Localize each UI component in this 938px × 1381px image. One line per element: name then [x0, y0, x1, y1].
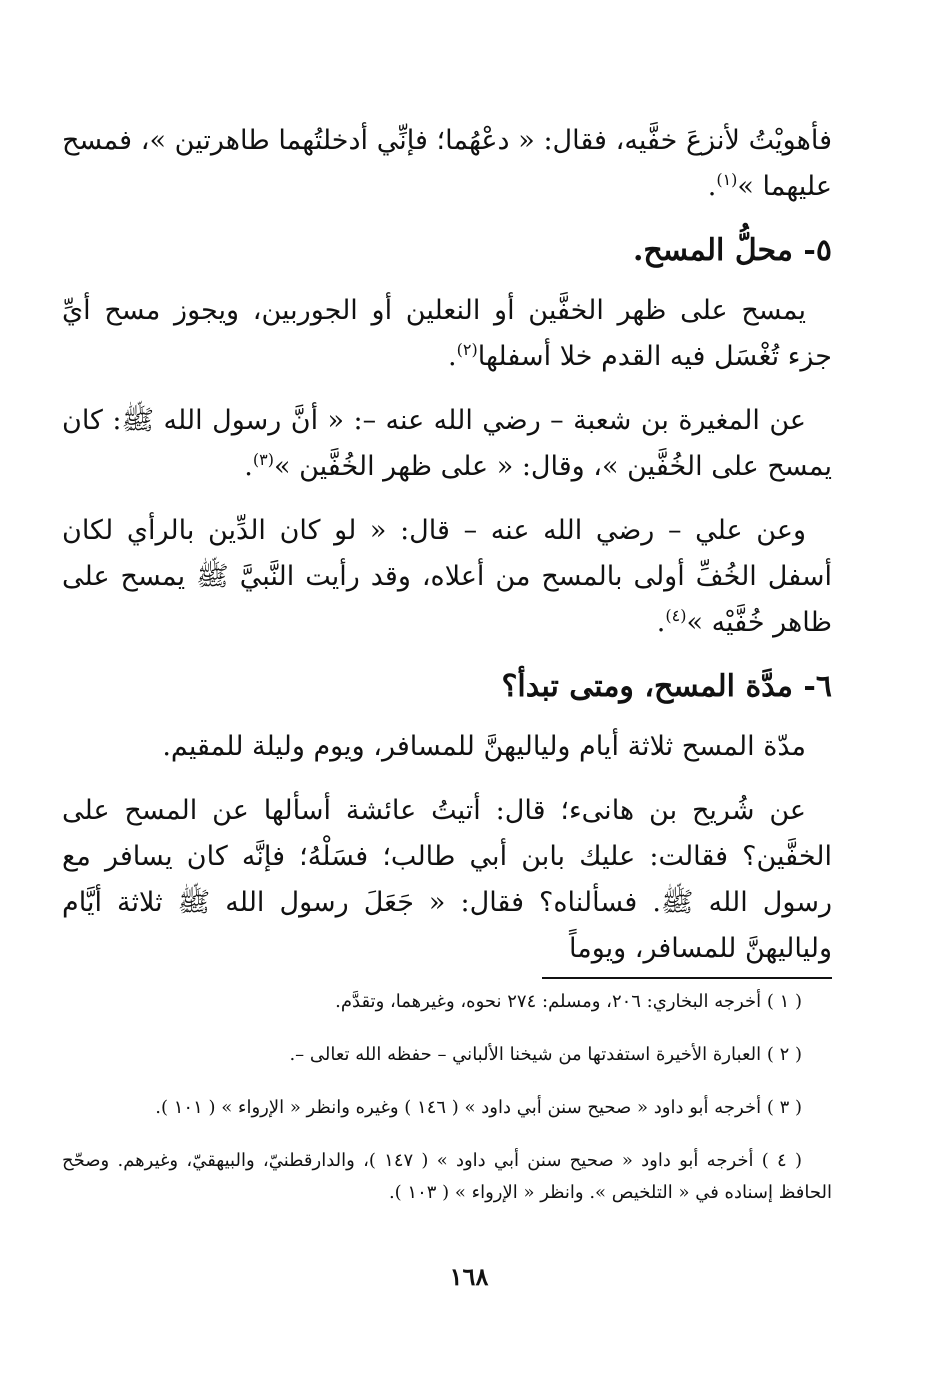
- page-number: ١٦٨: [449, 1262, 489, 1291]
- footnote-4: ( ٤ ) أخرجه أبو داود « صحيح سنن أبي داود » ( ١٤٧ )، والدارقطنيّ، والبيهقيّ، وغيرهم. وصحّح الحافظ إسناده في « التلخيص ». وانظر « الإرواء » ( ١٠٣ ).: [62, 1150, 832, 1203]
- footnote-1: ( ١ ) أخرجه البخاري: ٢٠٦، ومسلم: ٢٧٤ نحوه، وغيرهما، وتقدَّم.: [335, 991, 802, 1012]
- footnote-3: ( ٣ ) أخرجه أبو داود « صحيح سنن أبي داود » ( ١٤٦ ) وغيره وانظر « الإرواء » ( ١٠١ ).: [155, 1097, 802, 1118]
- paragraph-4: وعن علي – رضي الله عنه – قال: « لو كان الدِّين بالرأي لكان أسفل الخُفِّ أولى بالمسح من أعلاه، وقد رأيت النَّبيَّ ﷺ يمسح على ظاهر خُفَّيْه »$^{(٤)}$.: [62, 515, 832, 638]
- footnote-2: ( ٢ ) العبارة الأخيرة استفدتها من شيخنا الألباني – حفظه الله تعالى –.: [289, 1044, 802, 1065]
- paragraph-3: عن المغيرة بن شعبة – رضي الله عنه –: « أنَّ رسول الله ﷺ: كان يمسح على الخُفَّين »، وقال: « على ظهر الخُفَّين »$^{(٣)}$.: [62, 405, 832, 482]
- footnotes: [62, 986, 832, 1209]
- paragraph-6: عن شُريح بن هانىء؛ قال: أتيتُ عائشة أسألها عن المسح على الخفَّين؟ فقالت: عليك بابن أبي طالب؛ فسَلْهُ؛ فإنَّه كان يسافر مع رسول الله ﷺ. فسألناه؟ فقال: « جَعَلَ رسول الله ﷺ ثلاثة أيَّام ولياليهنَّ للمسافر، ويوماً: [62, 795, 832, 964]
- paragraph-2-text: يمسح على ظهر الخفَّين أو النعلين أو الجوربين، ويجوز مسح أيِّ جزء تُغْسَل فيه القدم خلا أسفلها: [62, 295, 832, 372]
- footnote-ref-3: (٣): [252, 450, 274, 469]
- paragraph-1: فأهويْتُ لأنزعَ خفَّيه، فقال: « دعْهُما؛ فإنِّي أدخلتُهما طاهرتين »، فمسح عليهما »$^{(١)}$.: [62, 125, 832, 202]
- paragraph-3-text: عن المغيرة بن شعبة – رضي الله عنه –: « أنَّ رسول الله ﷺ: كان يمسح على الخُفَّين »، وقال: « على ظهر الخُفَّين »: [62, 405, 832, 482]
- footnote-ref-1: (١): [716, 170, 738, 189]
- paragraph-5: مدّة المسح ثلاثة أيام ولياليهنَّ للمسافر، ويوم وليلة للمقيم.: [162, 731, 806, 762]
- paragraph-1-text: فأهويْتُ لأنزعَ خفَّيه، فقال: « دعْهُما؛ فإنِّي أدخلتُهما طاهرتين »، فمسح عليهما »: [62, 125, 832, 202]
- main-text: [62, 118, 832, 990]
- section-heading-6: ٦- مدَّة المسح، ومتى تبدأ؟: [501, 669, 832, 704]
- paragraph-2: يمسح على ظهر الخفَّين أو النعلين أو الجوربين، ويجوز مسح أيِّ جزء تُغْسَل فيه القدم خلا أسفلها$^{(٢)}$.: [62, 295, 832, 372]
- paragraph-4-text: وعن علي – رضي الله عنه – قال: « لو كان الدِّين بالرأي لكان أسفل الخُفِّ أولى بالمسح من أعلاه، وقد رأيت النَّبيَّ ﷺ يمسح على ظاهر خُفَّيْه »: [62, 515, 832, 638]
- footnote-ref-2: (٢): [456, 340, 478, 359]
- footnote-divider: [542, 977, 832, 979]
- footnote-ref-4: (٤): [665, 606, 687, 625]
- section-heading-5: ٥- محلُّ المسح.: [632, 233, 832, 268]
